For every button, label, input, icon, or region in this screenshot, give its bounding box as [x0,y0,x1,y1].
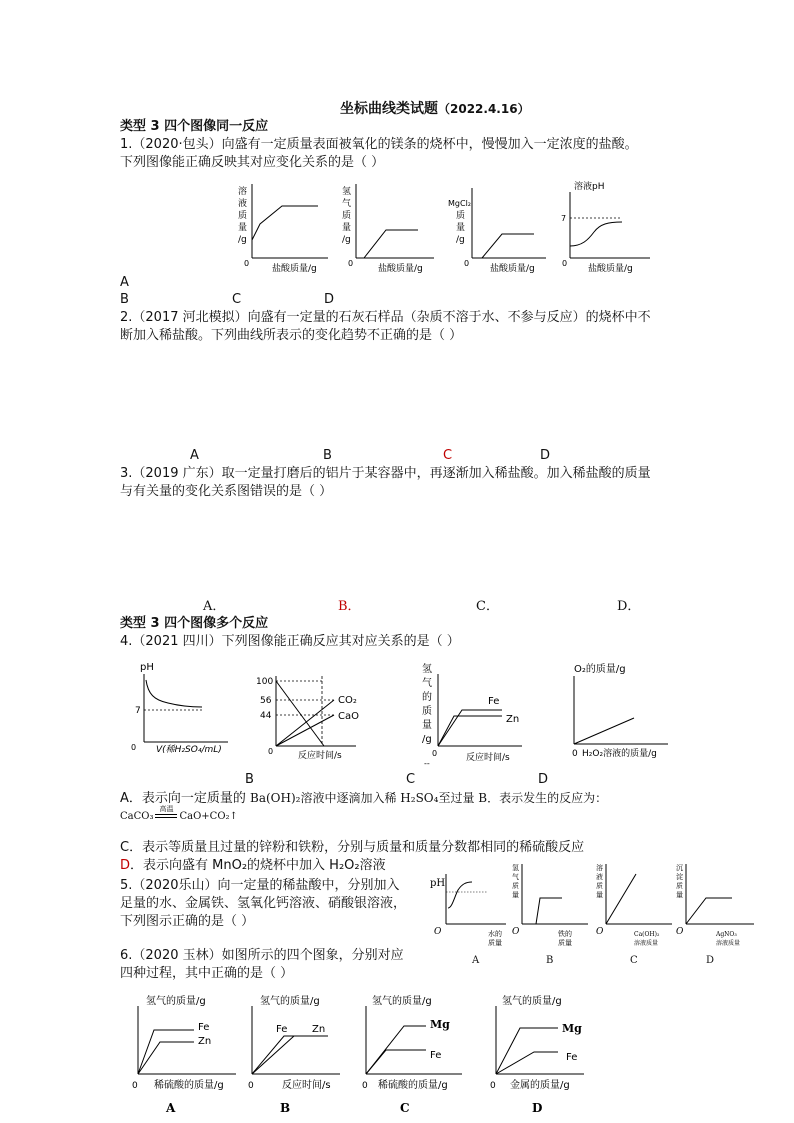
q1b-origin: 0 [348,259,354,268]
q6c-ylabel: 氢气的质量/g [372,996,432,1007]
q5a-ylabel: pH [430,878,446,889]
q6-chart-c [360,992,470,1118]
q1d-xlabel: 盐酸质量/g [588,264,633,274]
q5b-xlabel-1: 铁的 [558,930,572,938]
q5d-xlabel-2: 溶液质量 [716,940,741,947]
q5c-ylabel-1: 溶 [596,864,603,872]
q2-option-b: B [323,448,332,463]
q1-option-c: C [232,292,242,307]
q6-chart-d [486,992,590,1118]
section-heading-2: 类型 3 四个图像多个反应 [120,616,269,631]
q5-label-c: C [630,955,638,966]
q1-chart-d [558,180,658,275]
q6a-zn-line [138,1042,194,1074]
q4c1-curve [146,680,202,707]
q3-option-c: C． [476,599,499,614]
q4-chart-3 [418,660,528,768]
q5b-curve [536,898,562,924]
q6a-xlabel: 稀硫酸的质量/g [154,1080,224,1091]
q1c-ylabel-2: 质 [456,211,466,221]
q4c3-dash: -- [424,759,430,768]
q5a-xlabel-1: 水的 [488,930,502,938]
eq-products: CaO+CO₂↑ [179,811,238,822]
q5-stem-text1: 5.（2020乐山）向一定量的稀盐酸中，分别加入 [120,878,400,893]
q4c2-origin: 0 [268,747,274,756]
q1a-xlabel: 盐酸质量/g [272,264,317,274]
q5b-ylabel-1: 氢 [512,864,519,872]
q6a-series-zn: Zn [198,1036,212,1047]
q5-label-d: D [706,955,715,966]
q6c-origin: 0 [362,1081,368,1091]
q5d-curve [686,898,732,924]
q5a-xlabel-2: 质量 [488,939,502,947]
q6c-series-mg: Mg [430,1018,450,1031]
q1c-ylabel-4: /g [456,235,465,245]
q5b-ylabel-4: 量 [512,891,519,899]
q5d-ylabel-4: 量 [676,891,683,899]
q1-stem-line2: 下列图像能正确反映其对应变化关系的是（ ） [120,155,385,170]
q5c-ylabel-2: 液 [596,873,603,881]
q4c3-ylabel-5: 量 [422,720,432,731]
q1-option-a: A [120,275,129,290]
q3-stem-line1: 3.（2019 广东）取一定量打磨后的铝片于某容器中，再逐渐加入稀盐酸。加入稀盐酸的质量 [120,466,651,481]
q6b-xlabel: 反应时间/s [282,1080,331,1091]
q1d-ytick: 7 [561,214,567,223]
q6d-ylabel: 氢气的质量/g [502,996,562,1007]
q6d-series-fe: Fe [566,1052,578,1063]
q4-equation [120,805,238,824]
q5-stem-line3: 下列图示正确的是（ ） [120,914,255,929]
title-text: 坐标曲线类试题 [340,101,438,117]
q4c1-ytick: 7 [135,706,141,716]
q5-chart-c [592,860,674,950]
q1b-ylabel-5: /g [342,235,351,245]
q3-option-d: D． [617,599,641,614]
q6b-series-fe: Fe [276,1024,288,1035]
q6b-series-zn: Zn [312,1024,326,1035]
q1b-xlabel: 盐酸质量/g [378,264,423,274]
q1-chart-c [448,180,548,275]
q5b-ylabel-2: 气 [512,873,519,881]
q6b-fe-line [252,1036,328,1074]
q4-chart-1 [128,658,236,754]
q4-option-d-line [120,856,386,876]
q5-stem-line2: 足量的水、金属铁、氢氧化钙溶液、硝酸银溶液， [120,896,407,911]
q6c-label: C [400,1101,410,1115]
q1c-curve [482,234,534,258]
q4c3-series-fe: Fe [488,696,500,707]
q4-chart-2 [252,672,370,760]
section-heading-1: 类型 3 四个图像同一反应 [120,119,269,134]
q6d-origin: 0 [490,1081,496,1091]
q1b-ylabel-4: 量 [342,223,352,233]
q4-option-a-line [120,788,607,809]
q2-option-a: A [190,448,199,463]
q6-stem-line2: 四种过程，其中正确的是（ ） [120,966,294,981]
q3-option-a: A． [203,599,226,614]
q1d-curve [570,222,622,246]
q4c3-ylabel-3: 的 [422,692,432,703]
q6a-series-fe: Fe [198,1022,210,1033]
q5-stem-line1 [120,876,400,896]
q4c2-series-co2: CO₂ [338,695,357,706]
q6b-origin: 0 [248,1081,254,1091]
q4c3-ylabel-4: 质 [422,706,432,717]
q6a-origin: 0 [132,1081,138,1091]
q5-label-a: A [472,955,480,966]
q5c-line [606,874,636,924]
q2-stem-line1: 2.（2017 河北模拟）向盛有一定量的石灰石样品（杂质不溶于水、不参与反应）的烧杯中不 [120,310,651,325]
q1a-origin: 0 [244,259,250,268]
q4c3-ylabel-2: 气 [422,678,432,689]
q4c2-ytick-56: 56 [260,696,272,706]
q4c4-origin: 0 [572,749,578,759]
q4-stem: 4.（2021 四川）下列图像能正确反应其对应关系的是（ ） [120,634,460,649]
q6c-series-fe: Fe [430,1050,442,1061]
q5a-origin: O [434,927,442,937]
q5d-origin: O [676,927,684,937]
q5c-origin: O [596,927,604,937]
q5-chart-d [672,860,758,950]
page-title [340,98,530,118]
q6-chart-b [246,992,346,1118]
q1a-ylabel-4: 量 [238,223,248,233]
q5d-ylabel-1: 沉 [676,864,683,872]
q1a-ylabel-5: /g [238,235,247,245]
q1a-ylabel-2: 液 [238,199,248,209]
q4c4-xlabel: H₂O₂溶液的质量/g [582,749,657,759]
q4c2-xlabel: 反应时间/s [298,751,342,760]
q2-option-d: D [540,448,551,463]
q5d-ylabel-2: 淀 [676,873,683,881]
q4-label-b: B [245,772,254,787]
q4c3-xlabel: 反应时间/s [466,753,510,763]
q4c4-ylabel: O₂的质量/g [574,664,626,675]
q4c1-ylabel: pH [140,662,154,673]
q5c-ylabel-4: 量 [596,891,603,899]
q4-label-c: C [406,772,416,787]
q4c2-co2-line [276,700,334,746]
q6b-label: B [280,1101,291,1115]
q4-option-d-text: ．表示向盛有 MnO₂的烧杯中加入 H₂O₂溶液 [130,858,386,873]
q6b-ylabel: 氢气的质量/g [260,996,320,1007]
q5c-ylabel-3: 质 [596,882,603,890]
q4-option-c: C．表示等质量且过量的锌粉和铁粉，分别与质量和质量分数都相同的稀硫酸反应 [120,840,585,855]
q5-chart-b [508,860,590,950]
q5b-xlabel-2: 质量 [558,939,572,947]
q3-stem-line2: 与有关量的变化关系图错误的是（ ） [120,484,333,499]
q4-option-d-letter: D [120,858,131,873]
q1a-ylabel-1: 溶 [238,187,248,197]
q5d-xlabel-1: AgNO₃ [716,931,737,938]
q6a-label: A [166,1101,176,1115]
q6b-zn-line [252,1036,304,1074]
q4-option-a-pre: A．表示向一定质量的 [120,791,251,806]
q6d-mg-line [496,1028,558,1074]
eq-condition: 高温 [159,805,174,813]
q6-chart-a [128,992,244,1118]
q4-label-d: D [538,772,549,787]
q6a-fe-line [138,1030,194,1074]
q5a-curve [448,882,472,908]
q4c2-series-cao: CaO [338,711,359,722]
q2-option-c: C [443,448,453,463]
eq-arrow [153,805,179,824]
q6d-series-mg: Mg [562,1022,582,1035]
q4-option-a-mid: Ba(OH)₂溶液中逐滴加入稀 H₂SO₄至过量 B．表示发生的反应为： [250,791,608,805]
q1-chart-b [338,180,438,275]
q5b-origin: O [512,927,520,937]
title-date: （2022.4.16） [438,102,530,116]
q1b-ylabel-3: 质 [342,211,352,221]
q6a-ylabel: 氢气的质量/g [146,996,206,1007]
eq-reactant: CaCO₃ [120,811,154,822]
q1c-ylabel-1: MgCl₂ [448,199,471,208]
q6d-xlabel: 金属的质量/g [510,1080,570,1091]
q4c1-xlabel: V(稀H₂SO₄/mL) [156,745,222,754]
q5d-ylabel-3: 质 [676,882,683,890]
q4c3-ylabel-6: /g [422,734,432,745]
q5c-xlabel-2: 溶液质量 [634,940,659,947]
q5-label-b: B [546,955,554,966]
q1c-origin: 0 [464,259,470,268]
q1d-ylabel: 溶液pH [574,182,605,192]
q1c-ylabel-3: 量 [456,223,466,233]
q4c3-ylabel-1: 氢 [422,664,432,675]
q3-option-b: B． [338,599,361,614]
q4c2-ytick-100: 100 [256,677,274,687]
q1d-origin: 0 [562,259,568,268]
q4c1-origin: 0 [131,743,137,752]
q4c2-ytick-44: 44 [260,711,272,721]
q1b-curve [364,230,418,258]
q1b-ylabel-1: 氢 [342,187,352,197]
q4c3-series-zn: Zn [506,714,520,725]
q4-chart-4 [568,660,674,760]
q1-stem-line1: 1.（2020·包头）向盛有一定质量表面被氧化的镁条的烧杯中，慢慢加入一定浓度的盐酸。 [120,137,638,152]
q1b-ylabel-2: 气 [342,199,352,209]
q6-stem-line1: 6.（2020 玉林）如图所示的四个图象，分别对应 [120,948,404,963]
q5b-ylabel-3: 质 [512,882,519,890]
q1-option-b: B [120,292,129,307]
q5c-xlabel-1: Ca(OH)₂ [634,931,660,938]
q6c-xlabel: 稀硫酸的质量/g [378,1080,448,1091]
q5-chart-a [428,868,510,950]
q1a-curve [252,206,318,240]
q2-stem-line2: 断加入稀盐酸。下列曲线所表示的变化趋势不正确的是（ ） [120,328,463,343]
q1c-xlabel: 盐酸质量/g [490,264,535,274]
q4c4-line [574,718,634,744]
q6d-label: D [532,1101,543,1115]
q1-chart-a [232,180,332,275]
q1-option-d: D [324,292,335,307]
q1a-ylabel-3: 质 [238,211,248,221]
q4c3-origin: 0 [432,749,438,758]
